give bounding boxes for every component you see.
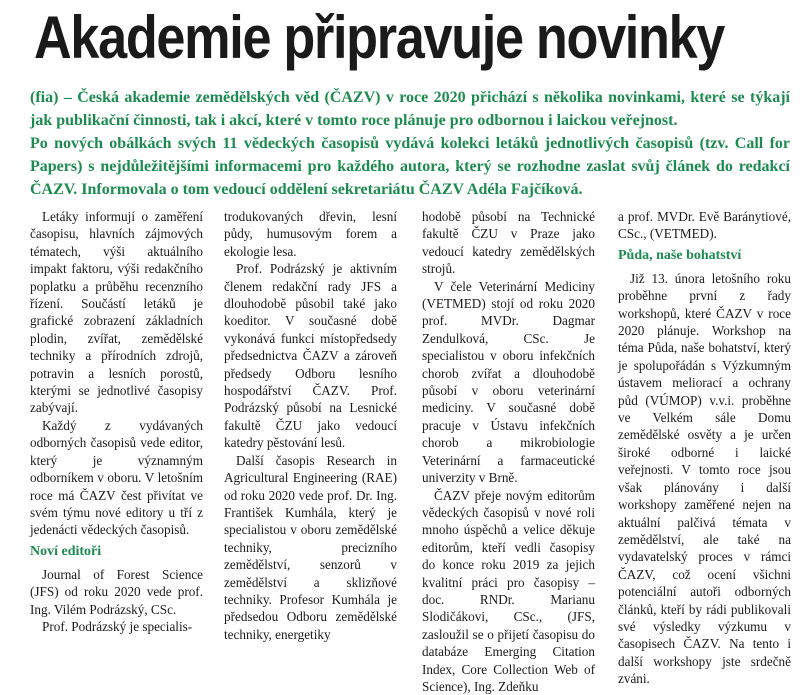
body-paragraph: a prof. MVDr. Evě Baránytiové, CSc., (VETMED). — [618, 208, 791, 243]
body-paragraph: ČAZV přeje novým editorům vědeckých časopisů v nové roli mnoho úspěchů a velice děkuje editorům, kteří vedli časopisy do konce roku 2019 za jejich kvalitní práci pro časopisy – doc. RNDr. Marianu Slodičákovi, CSc., (JFS, zasloužil se o přijetí časopisu do databáze Emerging Citation Index, Core Collection Web of Science), Ing. Zdeňku — [422, 487, 595, 695]
body-paragraph: Již 13. února letošního roku proběhne první z řady workshopů, které ČAZV v roce 2020 plánuje. Workshop na téma Půda, naše bohatství, který je spolupořádán s Výzkumným ústavem meliorací a ochrany půd (VÚMOP) v.v.i. proběhne ve Velkém sále Domu zemědělské osvěty a je určen široké odborné i laické veřejnosti. V tomto roce jsou však plánovány i další workshopy zaměřené nejen na aktuální palčivá témata v zemědělství, ale také na vydavatelský proces v rámci ČAZV, což ocení všichni potenciální autoři odborných článků, kteří by rádi publikovali své výsledky výzkumu v časopisech ČAZV. Na tento i další workshopy jste srdečně zváni. — [618, 270, 791, 688]
body-paragraph: Každý z vydávaných odborných časopisů vede editor, který je významným odborníkem v oboru. V letošním roce má ČAZV čest přivítat ve svém týmu nové editory u tří z jedenácti vědeckých časopisů. — [30, 417, 203, 539]
lead-intro: (fia) – Česká akademie zemědělských věd (ČAZV) v roce 2020 přichází s několika novinkami, které se týkají jak publikační činnosti, tak i akcí, které v tomto roce plánuje pro odbornou i laickou veřejnost. — [30, 86, 790, 132]
lead-detail: Po nových obálkách svých 11 vědeckých časopisů vydává kolekci letáků jednotlivých časopisů (tzv. Call for Papers) s nejdůležitějšími informacemi pro každého autora, který se rozhodne zaslat svůj článek do redakcí ČAZV. Informovala o tom vedoucí oddělení sekretariátu ČAZV Adéla Fajčíková. — [30, 132, 790, 201]
article-column-3 — [422, 208, 595, 600]
body-paragraph: trodukovaných dřevin, lesní půdy, humusovým forem a ekologie lesa. — [224, 208, 397, 260]
subheading-soil: Půda, naše bohatství — [618, 247, 791, 265]
headline: Akademie připravuje novinky — [34, 2, 695, 74]
body-paragraph: V čele Veterinární Mediciny (VETMED) stojí od roku 2020 prof. MVDr. Dagmar Zendulková, CSc. Je specialistou v oboru infekčních chorob zvířat a dlouhodobě působí v oboru veterinární mediciny. V současné době pracuje v Ústavu infekčních chorob a mikrobiologie Veterinární a farmaceutické univerzity v Brně. — [422, 278, 595, 487]
article-column-1 — [30, 208, 203, 600]
body-paragraph: Prof. Podrázský je aktivním členem redakční rady JFS a dlouhodobě působil také jako koeditor. V současné době vykonává funkci místopředsedy předsednictva ČAZV a zároveň předsedy Odboru lesního hospodářství ČAZV. Prof. Podrázský působí na Lesnické fakultě ČZU jako vedoucí katedry pěstování lesů. — [224, 260, 397, 451]
body-paragraph: Journal of Forest Science (JFS) od roku 2020 vede prof. Ing. Vilém Podrázský, CSc. — [30, 566, 203, 618]
article-column-4 — [618, 208, 791, 600]
article-column-2 — [224, 208, 397, 600]
lead-paragraph — [30, 86, 790, 201]
body-paragraph: Další časopis Research in Agricultural Engineering (RAE) od roku 2020 vede prof. Dr. Ing. František Kumhála, který je specialistou v oboru zemědělské techniky, precizního zemědělství, senzorů v zemědělství a sklizňové techniky. Profesor Kumhála je předsedou Odboru zemědělské techniky, energetiky — [224, 452, 397, 643]
body-paragraph: Letáky informují o zaměření časopisu, hlavních zájmových tématech, výši aktuálního impakt faktoru, výši redakčního poplatku a průběhu recenzního řízení. Součástí letáků je grafické zobrazení základních plodin, zvířat, zemědělské techniky a přírodních zdrojů, potravin a lesních porostů, kterými se jednotlivé časopisy zabývají. — [30, 208, 203, 417]
subheading-new-editors: Noví editoři — [30, 543, 203, 561]
article-columns — [30, 208, 796, 600]
body-paragraph: Prof. Podrázský je specialis- — [30, 618, 203, 635]
body-paragraph: hodobě působí na Technické fakultě ČZU v Praze jako vedoucí katedry zemědělských strojů. — [422, 208, 595, 278]
